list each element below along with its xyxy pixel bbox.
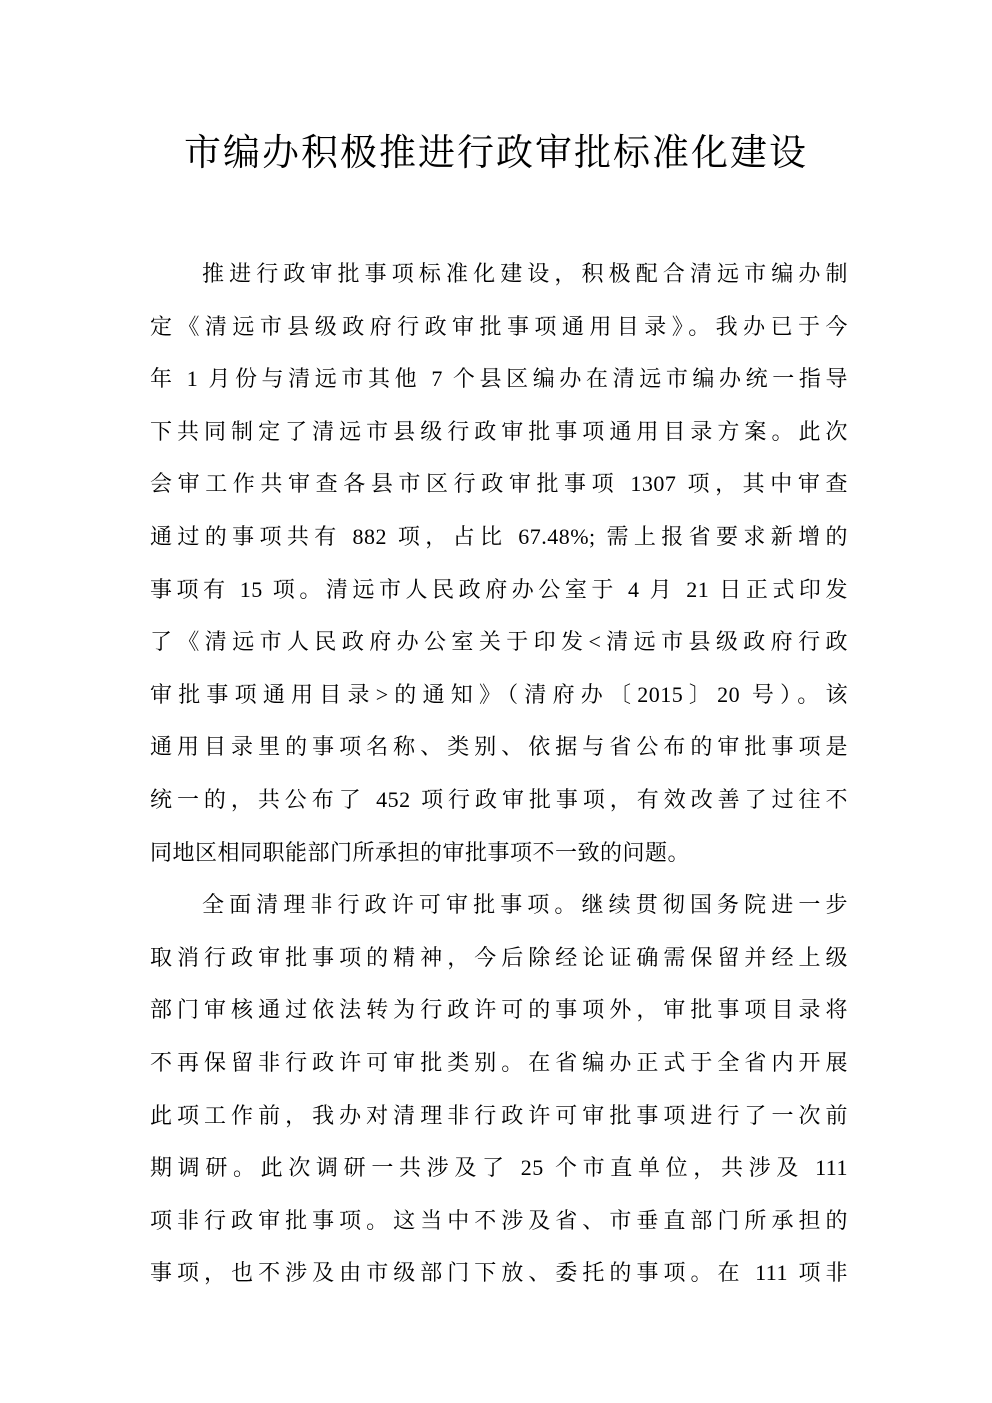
body-line: 取消行政审批事项的精神，今后除经论证确需保留并经上级 <box>150 944 848 970</box>
body-line: 通过的事项共有 882 项，占比 67.48%; 需上报省要求新增的 <box>150 523 848 549</box>
body-line: 不再保留非行政许可审批类别。在省编办正式于全省内开展 <box>150 1049 848 1075</box>
body-line: 审批事项通用目录>的通知》（清府办〔2015〕20 号）。该 <box>150 681 848 707</box>
body-line: 下共同制定了清远市县级行政审批事项通用目录方案。此次 <box>150 418 848 444</box>
document-title: 市编办积极推进行政审批标准化建设 <box>184 133 808 174</box>
body-line: 事项有 15 项。清远市人民政府办公室于 4 月 21 日正式印发 <box>150 576 848 602</box>
body-line: 部门审核通过依法转为行政许可的事项外，审批事项目录将 <box>150 997 848 1023</box>
body-line: 推进行政审批事项标准化建设，积极配合清远市编办制 <box>202 261 848 286</box>
body-line: 通用目录里的事项名称、类别、依据与省公布的审批事项是 <box>150 734 848 760</box>
body-line: 定《清远市县级政府行政审批事项通用目录》。我办已于今 <box>150 313 848 339</box>
body-line: 会审工作共审查各县市区行政审批事项 1307 项，其中审查 <box>150 471 848 497</box>
body-line: 年 1 月份与清远市其他 7 个县区编办在清远市编办统一指导 <box>150 366 848 392</box>
body-line: 此项工作前，我办对清理非行政许可审批事项进行了一次前 <box>150 1102 848 1128</box>
document-body <box>150 248 848 1300</box>
body-line: 期调研。此次调研一共涉及了 25 个市直单位，共涉及 111 <box>150 1155 848 1181</box>
body-line: 项非行政审批事项。这当中不涉及省、市垂直部门所承担的 <box>150 1207 848 1233</box>
body-line: 同地区相同职能部门所承担的审批事项不一致的问题。 <box>150 839 691 865</box>
body-line: 全面清理非行政许可审批事项。继续贯彻国务院进一步 <box>202 892 848 918</box>
body-line: 了《清远市人民政府办公室关于印发<清远市县级政府行政 <box>150 629 848 655</box>
body-line: 统一的，共公布了 452 项行政审批事项，有效改善了过往不 <box>150 786 848 812</box>
body-line: 事项，也不涉及由市级部门下放、委托的事项。在 111 项非 <box>150 1260 848 1286</box>
